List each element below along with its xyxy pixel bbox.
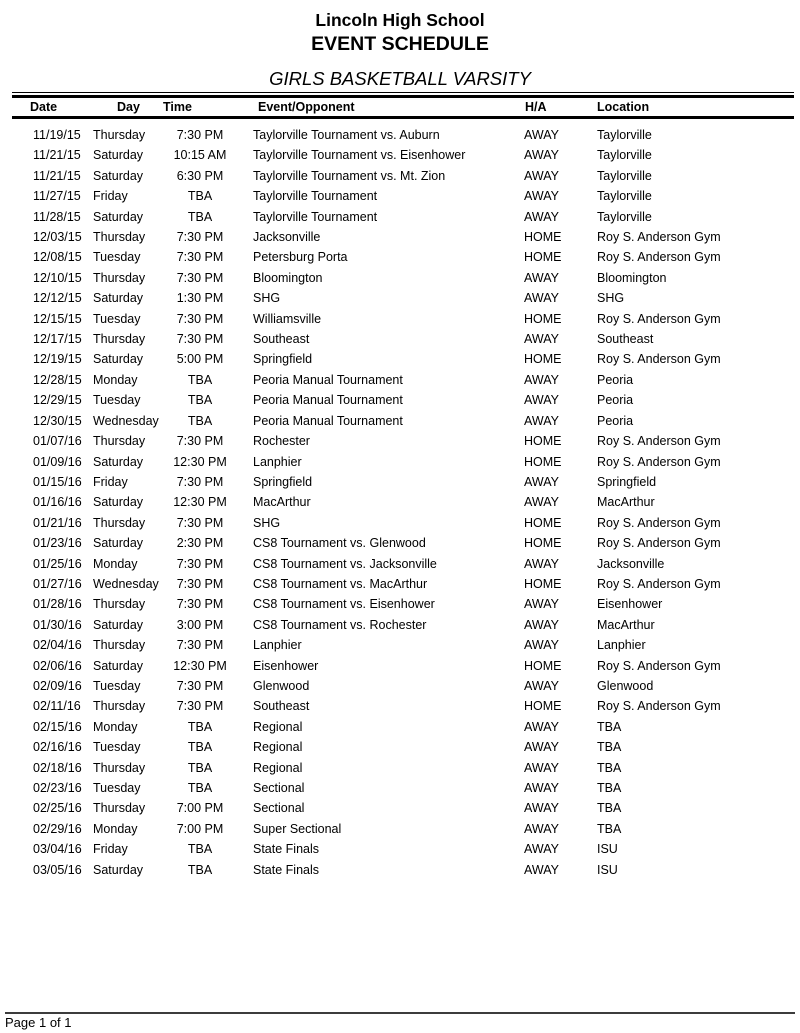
table-row <box>12 819 794 839</box>
date-cell: 01/21/16 <box>33 515 82 530</box>
day-cell: Thursday <box>93 230 146 245</box>
day-cell: Saturday <box>93 536 144 551</box>
date-cell: 01/09/16 <box>33 454 82 469</box>
event-cell: Peoria Manual Tournament <box>253 393 403 408</box>
homeaway-cell: AWAY <box>524 678 559 693</box>
time-cell: 7:30 PM <box>176 556 224 571</box>
time-cell: 7:30 PM <box>176 230 224 245</box>
table-row <box>12 594 794 614</box>
schedule-table-container <box>12 92 794 880</box>
day-cell: Thursday <box>93 332 146 347</box>
location-cell: Lanphier <box>597 638 646 653</box>
location-cell: Roy S. Anderson Gym <box>597 576 721 591</box>
time-cell: 7:30 PM <box>176 474 224 489</box>
homeaway-cell: AWAY <box>524 842 559 857</box>
date-cell: 12/10/15 <box>33 270 82 285</box>
day-cell: Tuesday <box>93 740 141 755</box>
time-cell: 12:30 PM <box>173 454 227 469</box>
event-cell: Super Sectional <box>253 821 342 836</box>
date-cell: 12/19/15 <box>33 352 82 367</box>
homeaway-cell: AWAY <box>524 148 559 163</box>
event-cell: Regional <box>253 719 303 734</box>
event-cell: Regional <box>253 740 303 755</box>
location-cell: TBA <box>597 740 622 755</box>
table-row <box>12 676 794 696</box>
table-row <box>12 268 794 288</box>
homeaway-cell: AWAY <box>524 189 559 204</box>
time-cell: 10:15 AM <box>173 148 227 163</box>
event-cell: Taylorville Tournament vs. Auburn <box>253 128 440 142</box>
date-cell: 12/08/15 <box>33 250 82 265</box>
location-cell: Eisenhower <box>597 597 663 612</box>
table-row <box>12 778 794 798</box>
table-row <box>12 717 794 737</box>
column-header-location: Location <box>597 100 650 114</box>
column-header-time: Time <box>163 100 192 114</box>
day-cell: Friday <box>93 474 128 489</box>
table-row <box>12 186 794 206</box>
table-row <box>12 656 794 676</box>
date-cell: 01/27/16 <box>33 576 82 591</box>
location-cell: ISU <box>597 842 618 857</box>
day-cell: Tuesday <box>93 781 141 795</box>
location-cell: Roy S. Anderson Gym <box>597 311 721 326</box>
day-cell: Monday <box>93 372 138 387</box>
homeaway-cell: HOME <box>524 311 562 326</box>
event-cell: Jacksonville <box>253 230 321 245</box>
time-cell: 7:30 PM <box>176 311 224 326</box>
table-row <box>12 513 794 533</box>
homeaway-cell: AWAY <box>524 862 559 877</box>
event-cell: State Finals <box>253 842 320 857</box>
location-cell: ISU <box>597 862 618 877</box>
table-row <box>12 431 794 451</box>
day-cell: Tuesday <box>93 311 141 326</box>
event-cell: Rochester <box>253 434 310 449</box>
day-cell: Monday <box>93 719 138 734</box>
event-cell: Southeast <box>253 699 310 714</box>
date-cell: 02/11/16 <box>33 699 81 714</box>
time-cell: 7:30 PM <box>176 597 224 612</box>
date-cell: 01/30/16 <box>33 617 82 632</box>
homeaway-cell: AWAY <box>524 372 559 387</box>
location-cell: Taylorville <box>597 209 652 224</box>
time-cell: TBA <box>187 189 213 204</box>
location-cell: Taylorville <box>597 128 652 142</box>
location-cell: Taylorville <box>597 148 652 163</box>
homeaway-cell: AWAY <box>524 597 559 612</box>
table-row <box>12 288 794 308</box>
date-cell: 12/28/15 <box>33 372 82 387</box>
day-cell: Friday <box>93 189 128 204</box>
date-cell: 12/17/15 <box>33 332 82 347</box>
date-cell: 02/25/16 <box>33 801 82 816</box>
location-cell: Peoria <box>597 372 634 387</box>
homeaway-cell: AWAY <box>524 474 559 489</box>
homeaway-cell: AWAY <box>524 128 559 142</box>
table-row <box>12 472 794 492</box>
time-cell: 5:00 PM <box>176 352 224 367</box>
column-header-day: Day <box>117 100 140 114</box>
date-cell: 11/28/15 <box>33 209 81 224</box>
homeaway-cell: AWAY <box>524 291 559 306</box>
location-cell: Roy S. Anderson Gym <box>597 658 721 673</box>
day-cell: Thursday <box>93 270 146 285</box>
day-cell: Saturday <box>93 454 144 469</box>
location-cell: TBA <box>597 760 622 775</box>
location-cell: Taylorville <box>597 189 652 204</box>
column-header-date: Date <box>30 100 58 114</box>
homeaway-cell: HOME <box>524 515 562 530</box>
date-cell: 11/21/15 <box>33 168 81 183</box>
homeaway-cell: AWAY <box>524 209 559 224</box>
table-row <box>12 574 794 594</box>
table-row <box>12 839 794 859</box>
day-cell: Wednesday <box>93 576 159 591</box>
homeaway-cell: HOME <box>524 434 562 449</box>
event-cell: Springfield <box>253 474 313 489</box>
day-cell: Tuesday <box>93 250 141 265</box>
date-cell: 02/29/16 <box>33 821 82 836</box>
event-cell: Bloomington <box>253 270 323 285</box>
date-cell: 12/30/15 <box>33 413 82 428</box>
time-cell: 7:30 PM <box>176 250 224 265</box>
homeaway-cell: HOME <box>524 230 562 245</box>
table-row <box>12 533 794 553</box>
date-cell: 02/04/16 <box>33 638 82 653</box>
date-cell: 02/15/16 <box>33 719 82 734</box>
event-cell: Regional <box>253 760 303 775</box>
location-cell: Jacksonville <box>597 556 665 571</box>
schedule-table <box>12 98 794 116</box>
time-cell: TBA <box>187 719 213 734</box>
homeaway-cell: AWAY <box>524 270 559 285</box>
table-row <box>12 227 794 247</box>
event-cell: Petersburg Porta <box>253 250 348 265</box>
event-cell: Southeast <box>253 332 310 347</box>
time-cell: TBA <box>187 393 213 408</box>
event-cell: Springfield <box>253 352 313 367</box>
time-cell: 7:30 PM <box>176 576 224 591</box>
homeaway-cell: HOME <box>524 352 562 367</box>
homeaway-cell: AWAY <box>524 760 559 775</box>
day-cell: Tuesday <box>93 678 141 693</box>
location-cell: MacArthur <box>597 617 655 632</box>
day-cell: Saturday <box>93 209 144 224</box>
homeaway-cell: AWAY <box>524 638 559 653</box>
location-cell: Glenwood <box>597 678 654 693</box>
time-cell: 7:00 PM <box>176 821 224 836</box>
time-cell: 7:30 PM <box>176 515 224 530</box>
table-row <box>12 349 794 369</box>
time-cell: 1:30 PM <box>176 291 224 306</box>
time-cell: 7:30 PM <box>176 434 224 449</box>
event-cell: SHG <box>253 291 281 306</box>
time-cell: 7:30 PM <box>176 638 224 653</box>
day-cell: Tuesday <box>93 393 141 408</box>
day-cell: Saturday <box>93 862 144 877</box>
time-cell: 7:30 PM <box>176 332 224 347</box>
table-header-row <box>12 98 794 116</box>
event-cell: State Finals <box>253 862 320 877</box>
table-row <box>12 452 794 472</box>
time-cell: 12:30 PM <box>173 495 227 510</box>
event-cell: Lanphier <box>253 454 302 469</box>
day-cell: Saturday <box>93 148 144 163</box>
date-cell: 02/18/16 <box>33 760 82 775</box>
schedule-subtitle: GIRLS BASKETBALL VARSITY <box>269 68 531 89</box>
school-name: Lincoln High School <box>315 10 485 30</box>
day-cell: Thursday <box>93 801 146 816</box>
day-cell: Thursday <box>93 515 146 530</box>
location-cell: Roy S. Anderson Gym <box>597 536 721 551</box>
location-cell: TBA <box>597 781 622 795</box>
date-cell: 11/19/15 <box>33 128 81 142</box>
date-cell: 02/16/16 <box>33 740 82 755</box>
document-header <box>0 0 800 90</box>
date-cell: 12/12/15 <box>33 291 82 306</box>
event-cell: CS8 Tournament vs. MacArthur <box>253 576 428 591</box>
time-cell: 6:30 PM <box>176 168 224 183</box>
day-cell: Saturday <box>93 658 144 673</box>
table-row <box>12 145 794 165</box>
day-cell: Thursday <box>93 760 146 775</box>
homeaway-cell: AWAY <box>524 617 559 632</box>
homeaway-cell: AWAY <box>524 332 559 347</box>
date-cell: 03/04/16 <box>33 842 82 857</box>
event-cell: Peoria Manual Tournament <box>253 413 403 428</box>
time-cell: TBA <box>187 740 213 755</box>
day-cell: Thursday <box>93 434 146 449</box>
date-cell: 02/06/16 <box>33 658 82 673</box>
time-cell: TBA <box>187 413 213 428</box>
table-row <box>12 119 794 145</box>
table-row <box>12 554 794 574</box>
time-cell: 7:30 PM <box>176 128 224 142</box>
event-cell: Eisenhower <box>253 658 319 673</box>
day-cell: Thursday <box>93 597 146 612</box>
homeaway-cell: AWAY <box>524 393 559 408</box>
location-cell: Peoria <box>597 393 634 408</box>
date-cell: 01/07/16 <box>33 434 82 449</box>
table-row <box>12 329 794 349</box>
day-cell: Thursday <box>93 638 146 653</box>
location-cell: TBA <box>597 821 622 836</box>
location-cell: Roy S. Anderson Gym <box>597 454 721 469</box>
time-cell: TBA <box>187 781 213 795</box>
time-cell: 12:30 PM <box>173 658 227 673</box>
date-cell: 11/27/15 <box>33 189 81 204</box>
event-cell: Taylorville Tournament <box>253 189 378 204</box>
time-cell: 7:30 PM <box>176 678 224 693</box>
location-cell: Taylorville <box>597 168 652 183</box>
homeaway-cell: HOME <box>524 454 562 469</box>
table-row <box>12 370 794 390</box>
homeaway-cell: AWAY <box>524 740 559 755</box>
day-cell: Saturday <box>93 617 144 632</box>
date-cell: 01/23/16 <box>33 536 82 551</box>
event-cell: Sectional <box>253 781 305 795</box>
homeaway-cell: HOME <box>524 536 562 551</box>
table-row <box>12 635 794 655</box>
event-cell: Glenwood <box>253 678 310 693</box>
time-cell: TBA <box>187 372 213 387</box>
homeaway-cell: AWAY <box>524 801 559 816</box>
date-cell: 01/28/16 <box>33 597 82 612</box>
date-cell: 12/03/15 <box>33 230 82 245</box>
page-number: Page 1 of 1 <box>5 1015 72 1030</box>
time-cell: TBA <box>187 760 213 775</box>
homeaway-cell: HOME <box>524 658 562 673</box>
time-cell: 7:00 PM <box>176 801 224 816</box>
schedule-table-rows <box>12 119 794 880</box>
table-row <box>12 860 794 880</box>
date-cell: 12/15/15 <box>33 311 82 326</box>
event-cell: CS8 Tournament vs. Glenwood <box>253 536 426 551</box>
location-cell: Roy S. Anderson Gym <box>597 515 721 530</box>
date-cell: 01/25/16 <box>33 556 82 571</box>
event-cell: MacArthur <box>253 495 311 510</box>
day-cell: Monday <box>93 556 138 571</box>
time-cell: 7:30 PM <box>176 270 224 285</box>
day-cell: Monday <box>93 821 138 836</box>
event-cell: CS8 Tournament vs. Rochester <box>253 617 427 632</box>
location-cell: Springfield <box>597 474 657 489</box>
table-row <box>12 390 794 410</box>
date-cell: 11/21/15 <box>33 148 81 163</box>
event-cell: CS8 Tournament vs. Eisenhower <box>253 597 435 612</box>
location-cell: Roy S. Anderson Gym <box>597 699 721 714</box>
table-row <box>12 207 794 227</box>
time-cell: TBA <box>187 209 213 224</box>
homeaway-cell: AWAY <box>524 413 559 428</box>
table-row <box>12 798 794 818</box>
date-cell: 02/23/16 <box>33 781 82 795</box>
table-row <box>12 615 794 635</box>
table-row <box>12 166 794 186</box>
event-cell: Peoria Manual Tournament <box>253 372 403 387</box>
table-row <box>12 696 794 716</box>
homeaway-cell: AWAY <box>524 168 559 183</box>
location-cell: Roy S. Anderson Gym <box>597 352 721 367</box>
table-row <box>12 247 794 267</box>
homeaway-cell: HOME <box>524 250 562 265</box>
event-cell: Taylorville Tournament vs. Mt. Zion <box>253 168 446 183</box>
day-cell: Saturday <box>93 352 144 367</box>
homeaway-cell: AWAY <box>524 781 559 795</box>
homeaway-cell: AWAY <box>524 821 559 836</box>
event-cell: Williamsville <box>253 311 322 326</box>
event-cell: Taylorville Tournament vs. Eisenhower <box>253 148 466 163</box>
location-cell: Roy S. Anderson Gym <box>597 434 721 449</box>
schedule-table-body <box>12 119 794 880</box>
day-cell: Thursday <box>93 699 146 714</box>
column-header-homeaway: H/A <box>525 100 547 114</box>
location-cell: TBA <box>597 801 622 816</box>
time-cell: 3:00 PM <box>176 617 224 632</box>
homeaway-cell: AWAY <box>524 495 559 510</box>
event-cell: Taylorville Tournament <box>253 209 378 224</box>
day-cell: Friday <box>93 842 128 857</box>
day-cell: Saturday <box>93 291 144 306</box>
event-cell: CS8 Tournament vs. Jacksonville <box>253 556 437 571</box>
location-cell: SHG <box>597 291 625 306</box>
location-cell: Roy S. Anderson Gym <box>597 230 721 245</box>
homeaway-cell: AWAY <box>524 556 559 571</box>
location-cell: Peoria <box>597 413 634 428</box>
date-cell: 03/05/16 <box>33 862 82 877</box>
time-cell: TBA <box>187 842 213 857</box>
day-cell: Thursday <box>93 128 146 142</box>
location-cell: Roy S. Anderson Gym <box>597 250 721 265</box>
date-cell: 01/16/16 <box>33 495 82 510</box>
table-row <box>12 309 794 329</box>
date-cell: 02/09/16 <box>33 678 82 693</box>
table-row <box>12 737 794 757</box>
homeaway-cell: HOME <box>524 699 562 714</box>
event-cell: Sectional <box>253 801 305 816</box>
day-cell: Saturday <box>93 495 144 510</box>
time-cell: 2:30 PM <box>176 536 224 551</box>
location-cell: Bloomington <box>597 270 667 285</box>
homeaway-cell: AWAY <box>524 719 559 734</box>
day-cell: Wednesday <box>93 413 159 428</box>
time-cell: 7:30 PM <box>176 699 224 714</box>
location-cell: Southeast <box>597 332 654 347</box>
page-title: EVENT SCHEDULE <box>311 33 489 55</box>
event-cell: Lanphier <box>253 638 302 653</box>
date-cell: 12/29/15 <box>33 393 82 408</box>
day-cell: Saturday <box>93 168 144 183</box>
footer-separator <box>5 1012 795 1014</box>
date-cell: 01/15/16 <box>33 474 82 489</box>
table-row <box>12 411 794 431</box>
time-cell: TBA <box>187 862 213 877</box>
column-header-event: Event/Opponent <box>258 100 355 114</box>
location-cell: MacArthur <box>597 495 655 510</box>
table-row <box>12 758 794 778</box>
location-cell: TBA <box>597 719 622 734</box>
homeaway-cell: HOME <box>524 576 562 591</box>
table-row <box>12 492 794 512</box>
event-cell: SHG <box>253 515 281 530</box>
